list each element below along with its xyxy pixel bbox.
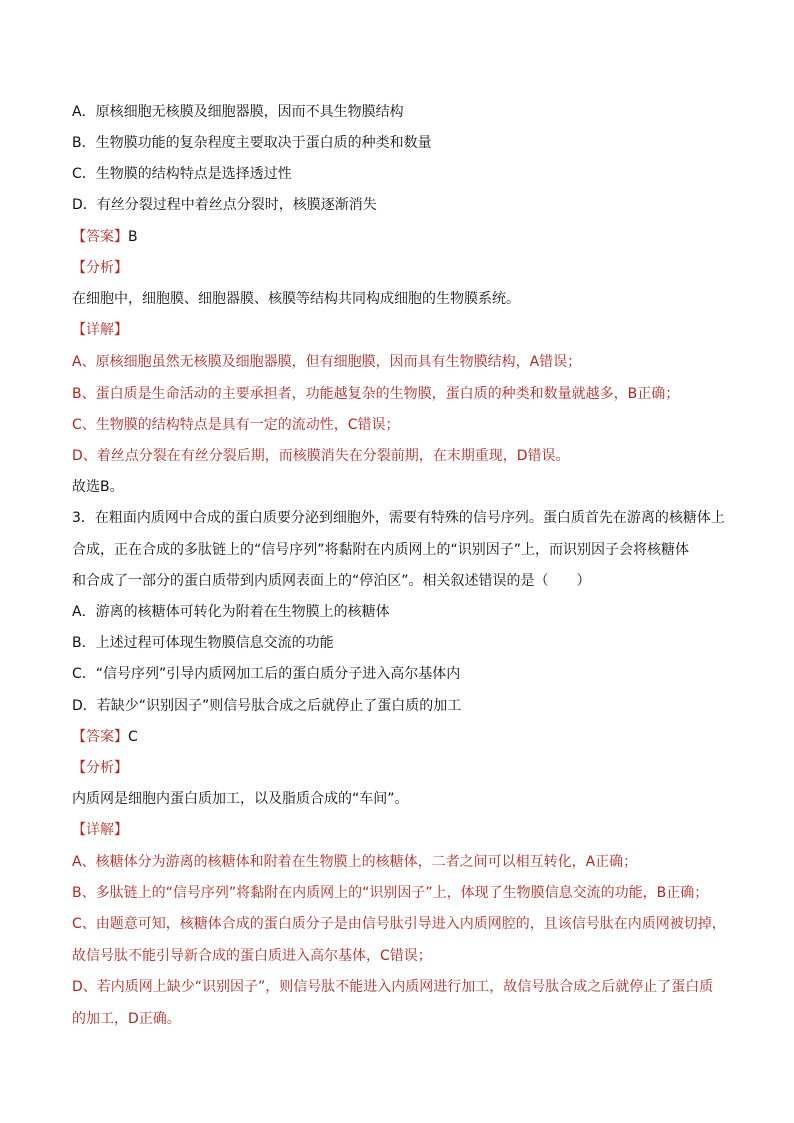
q3-detail-a: A、核糖体分为游离的核糖体和附着在生物膜上的核糖体，二者之间可以相互转化，A正确；	[72, 854, 638, 870]
q3-analysis-label: 【分析】	[72, 760, 128, 776]
q2-conclusion: 故选B。	[72, 479, 124, 495]
q2-answer-value: B	[128, 229, 138, 245]
q3-detail-b: B、多肽链上的“信号序列”将黏附在内质网上的“识别因子”上，体现了生物膜信息交流的功能，B正确；	[72, 885, 709, 901]
q3-option-c: C．“信号序列”引导内质网加工后的蛋白质分子进入高尔基体内	[72, 666, 461, 682]
q3-stem-line-2: 合成，正在合成的多肽链上的“信号序列”将黏附在内质网上的“识别因子”上，而识别因子会将核糖体	[72, 542, 690, 558]
q3-detail-label: 【详解】	[72, 822, 128, 838]
q2-answer-label: 【答案】	[72, 229, 128, 245]
q3-option-b: B．上述过程可体现生物膜信息交流的功能	[72, 635, 334, 651]
q3-stem-line-3: 和合成了一部分的蛋白质带到内质网表面上的“停泊区”。相关叙述错误的是（ ）	[72, 573, 591, 589]
q2-option-b: B．生物膜功能的复杂程度主要取决于蛋白质的种类和数量	[72, 135, 432, 151]
q2-detail-c: C、生物膜的结构特点是具有一定的流动性，C错误；	[72, 417, 400, 433]
q2-answer	[72, 227, 138, 247]
q2-detail-a: A、原核细胞虽然无核膜及细胞器膜，但有细胞膜，因而具有生物膜结构，A错误；	[72, 354, 582, 370]
q3-detail-c-line-2: 故信号肽不能引导新合成的蛋白质进入高尔基体，C错误；	[72, 948, 432, 964]
q2-analysis-text: 在细胞中，细胞膜、细胞器膜、核膜等结构共同构成细胞的生物膜系统。	[72, 291, 520, 307]
q3-option-a: A．游离的核糖体可转化为附着在生物膜上的核糖体	[72, 604, 390, 620]
q2-detail-d: D、着丝点分裂在有丝分裂后期，而核膜消失在分裂前期，在末期重现，D错误。	[72, 448, 570, 464]
q3-stem-line-1: 3．在粗面内质网中合成的蛋白质要分泌到细胞外，需要有特殊的信号序列。蛋白质首先在游离的核糖体上	[72, 510, 725, 526]
q3-detail-d-line-2: 的加工，D正确。	[72, 1011, 181, 1027]
q2-option-c: C．生物膜的结构特点是选择透过性	[72, 166, 292, 182]
q3-option-d: D．若缺少“识别因子”则信号肽合成之后就停止了蛋白质的加工	[72, 698, 462, 714]
q3-answer	[72, 727, 138, 747]
q2-option-d: D．有丝分裂过程中着丝点分裂时，核膜逐渐消失	[72, 197, 377, 213]
q3-answer-label: 【答案】	[72, 729, 128, 745]
q2-analysis-label: 【分析】	[72, 260, 128, 276]
q2-detail-b: B、蛋白质是生命活动的主要承担者，功能越复杂的生物膜，蛋白质的种类和数量就越多，B正确；	[72, 386, 680, 402]
q3-detail-d-line-1: D、若内质网上缺少“识别因子”，则信号肽不能进入内质网进行加工，故信号肽合成之后就停止了蛋白质	[72, 979, 714, 995]
q3-answer-value: C	[128, 729, 138, 745]
q3-detail-c-line-1: C、由题意可知，核糖体合成的蛋白质分子是由信号肽引导进入内质网腔的，且该信号肽在内质网被切掉，	[72, 916, 726, 932]
q2-detail-label: 【详解】	[72, 322, 128, 338]
q2-option-a: A．原核细胞无核膜及细胞器膜，因而不具生物膜结构	[72, 104, 404, 120]
q3-analysis-text: 内质网是细胞内蛋白质加工，以及脂质合成的“车间”。	[72, 791, 409, 807]
